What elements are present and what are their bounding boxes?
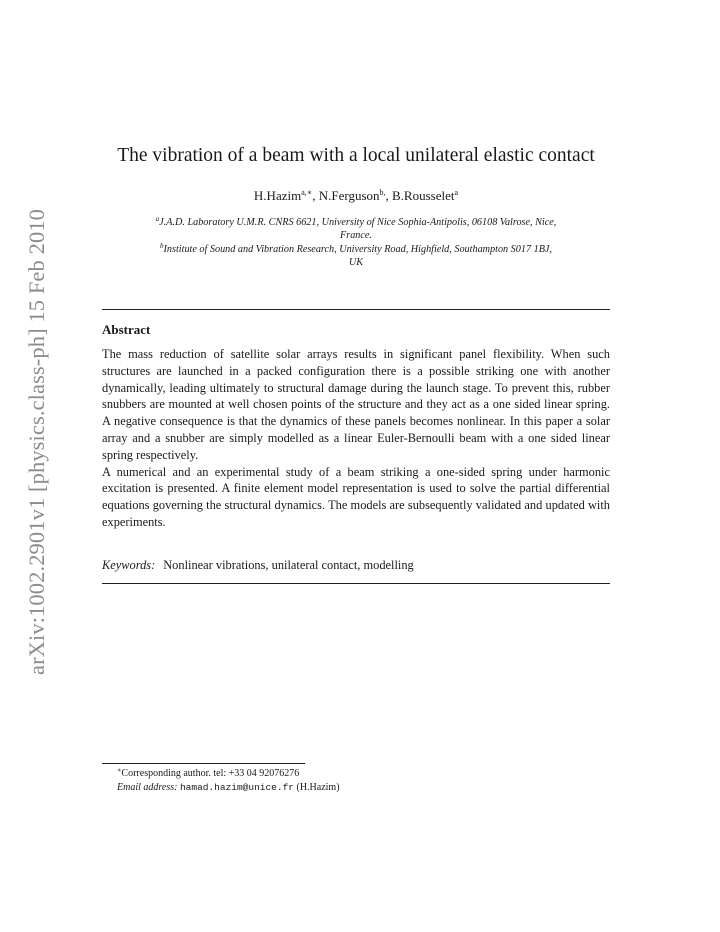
author-separator: , bbox=[385, 188, 393, 203]
abstract-body bbox=[102, 346, 610, 531]
footnote-rule bbox=[102, 763, 305, 764]
keywords bbox=[102, 557, 610, 574]
affiliation-line: J.A.D. Laboratory U.M.R. CNRS 6621, University of Nice Sophia-Antipolis, 06108 Valrose, Nice, bbox=[159, 217, 557, 228]
affiliation-line: Institute of Sound and Vibration Research, University Road, Highfield, Southampton S017 1BJ, bbox=[163, 244, 552, 255]
footnote bbox=[117, 767, 340, 794]
affiliation-b bbox=[102, 243, 610, 269]
abstract-heading: Abstract bbox=[102, 322, 151, 337]
arxiv-identifier: arXiv:1002.2901v1 [physics.class-ph] 15 Feb 2010 bbox=[24, 208, 49, 675]
paper-title: The vibration of a beam with a local unilateral elastic contact bbox=[117, 145, 595, 166]
author-name: H.Hazim bbox=[253, 188, 302, 203]
footnote-mark: ∗ bbox=[117, 767, 122, 774]
email-address[interactable]: hamad.hazim@unice.fr bbox=[179, 781, 294, 793]
affiliation-line: UK bbox=[348, 257, 364, 268]
abstract-paragraph: A numerical and an experimental study of a beam striking a one-sided spring under harmonic excitation is presented. A finite element model representation is used to solve the partial differential equations governing the structural dynamics. The models are subsequently validated and updated with experiments. bbox=[102, 464, 610, 529]
author-name: N.Ferguson bbox=[318, 188, 380, 203]
author-marks: a bbox=[454, 188, 459, 197]
keywords-label: Keywords: bbox=[102, 558, 156, 572]
affiliation-a bbox=[102, 216, 610, 242]
author-list bbox=[102, 187, 610, 204]
abstract-top-rule bbox=[102, 309, 610, 310]
author-name: B.Rousselet bbox=[392, 188, 455, 203]
arxiv-sidebar-stamp bbox=[17, 193, 57, 690]
affiliation-line: France. bbox=[340, 230, 372, 241]
affiliation-mark: b bbox=[160, 242, 164, 250]
abstract-paragraph: The mass reduction of satellite solar arrays results in significant panel flexibility. When such structures are launched in a packed configuration there is a possible striking one with another dynamically, leading ultimately to structural damage during the launch stage. To prevent this, rubber snubbers are mounted at well chosen points of the structure and they act as a one sided linear spring. A negative consequence is that the dynamics of these panels becomes nonlinear. In this paper a solar array and a snubber are simply modelled as a linear Euler-Bernoulli beam with a one sided linear spring respectively. bbox=[102, 347, 610, 462]
author-separator: , bbox=[312, 188, 319, 203]
keywords-text: Nonlinear vibrations, unilateral contact, modelling bbox=[163, 558, 414, 572]
abstract-bottom-rule bbox=[102, 583, 610, 584]
email-label: Email address: bbox=[117, 781, 178, 793]
author-marks: b, bbox=[379, 188, 386, 197]
affiliation-mark: a bbox=[155, 215, 160, 223]
email-owner: (H.Hazim) bbox=[294, 781, 340, 793]
author-marks: a,∗ bbox=[301, 188, 313, 197]
footnote-contact: Corresponding author. tel: +33 04 92076276 bbox=[121, 768, 300, 779]
